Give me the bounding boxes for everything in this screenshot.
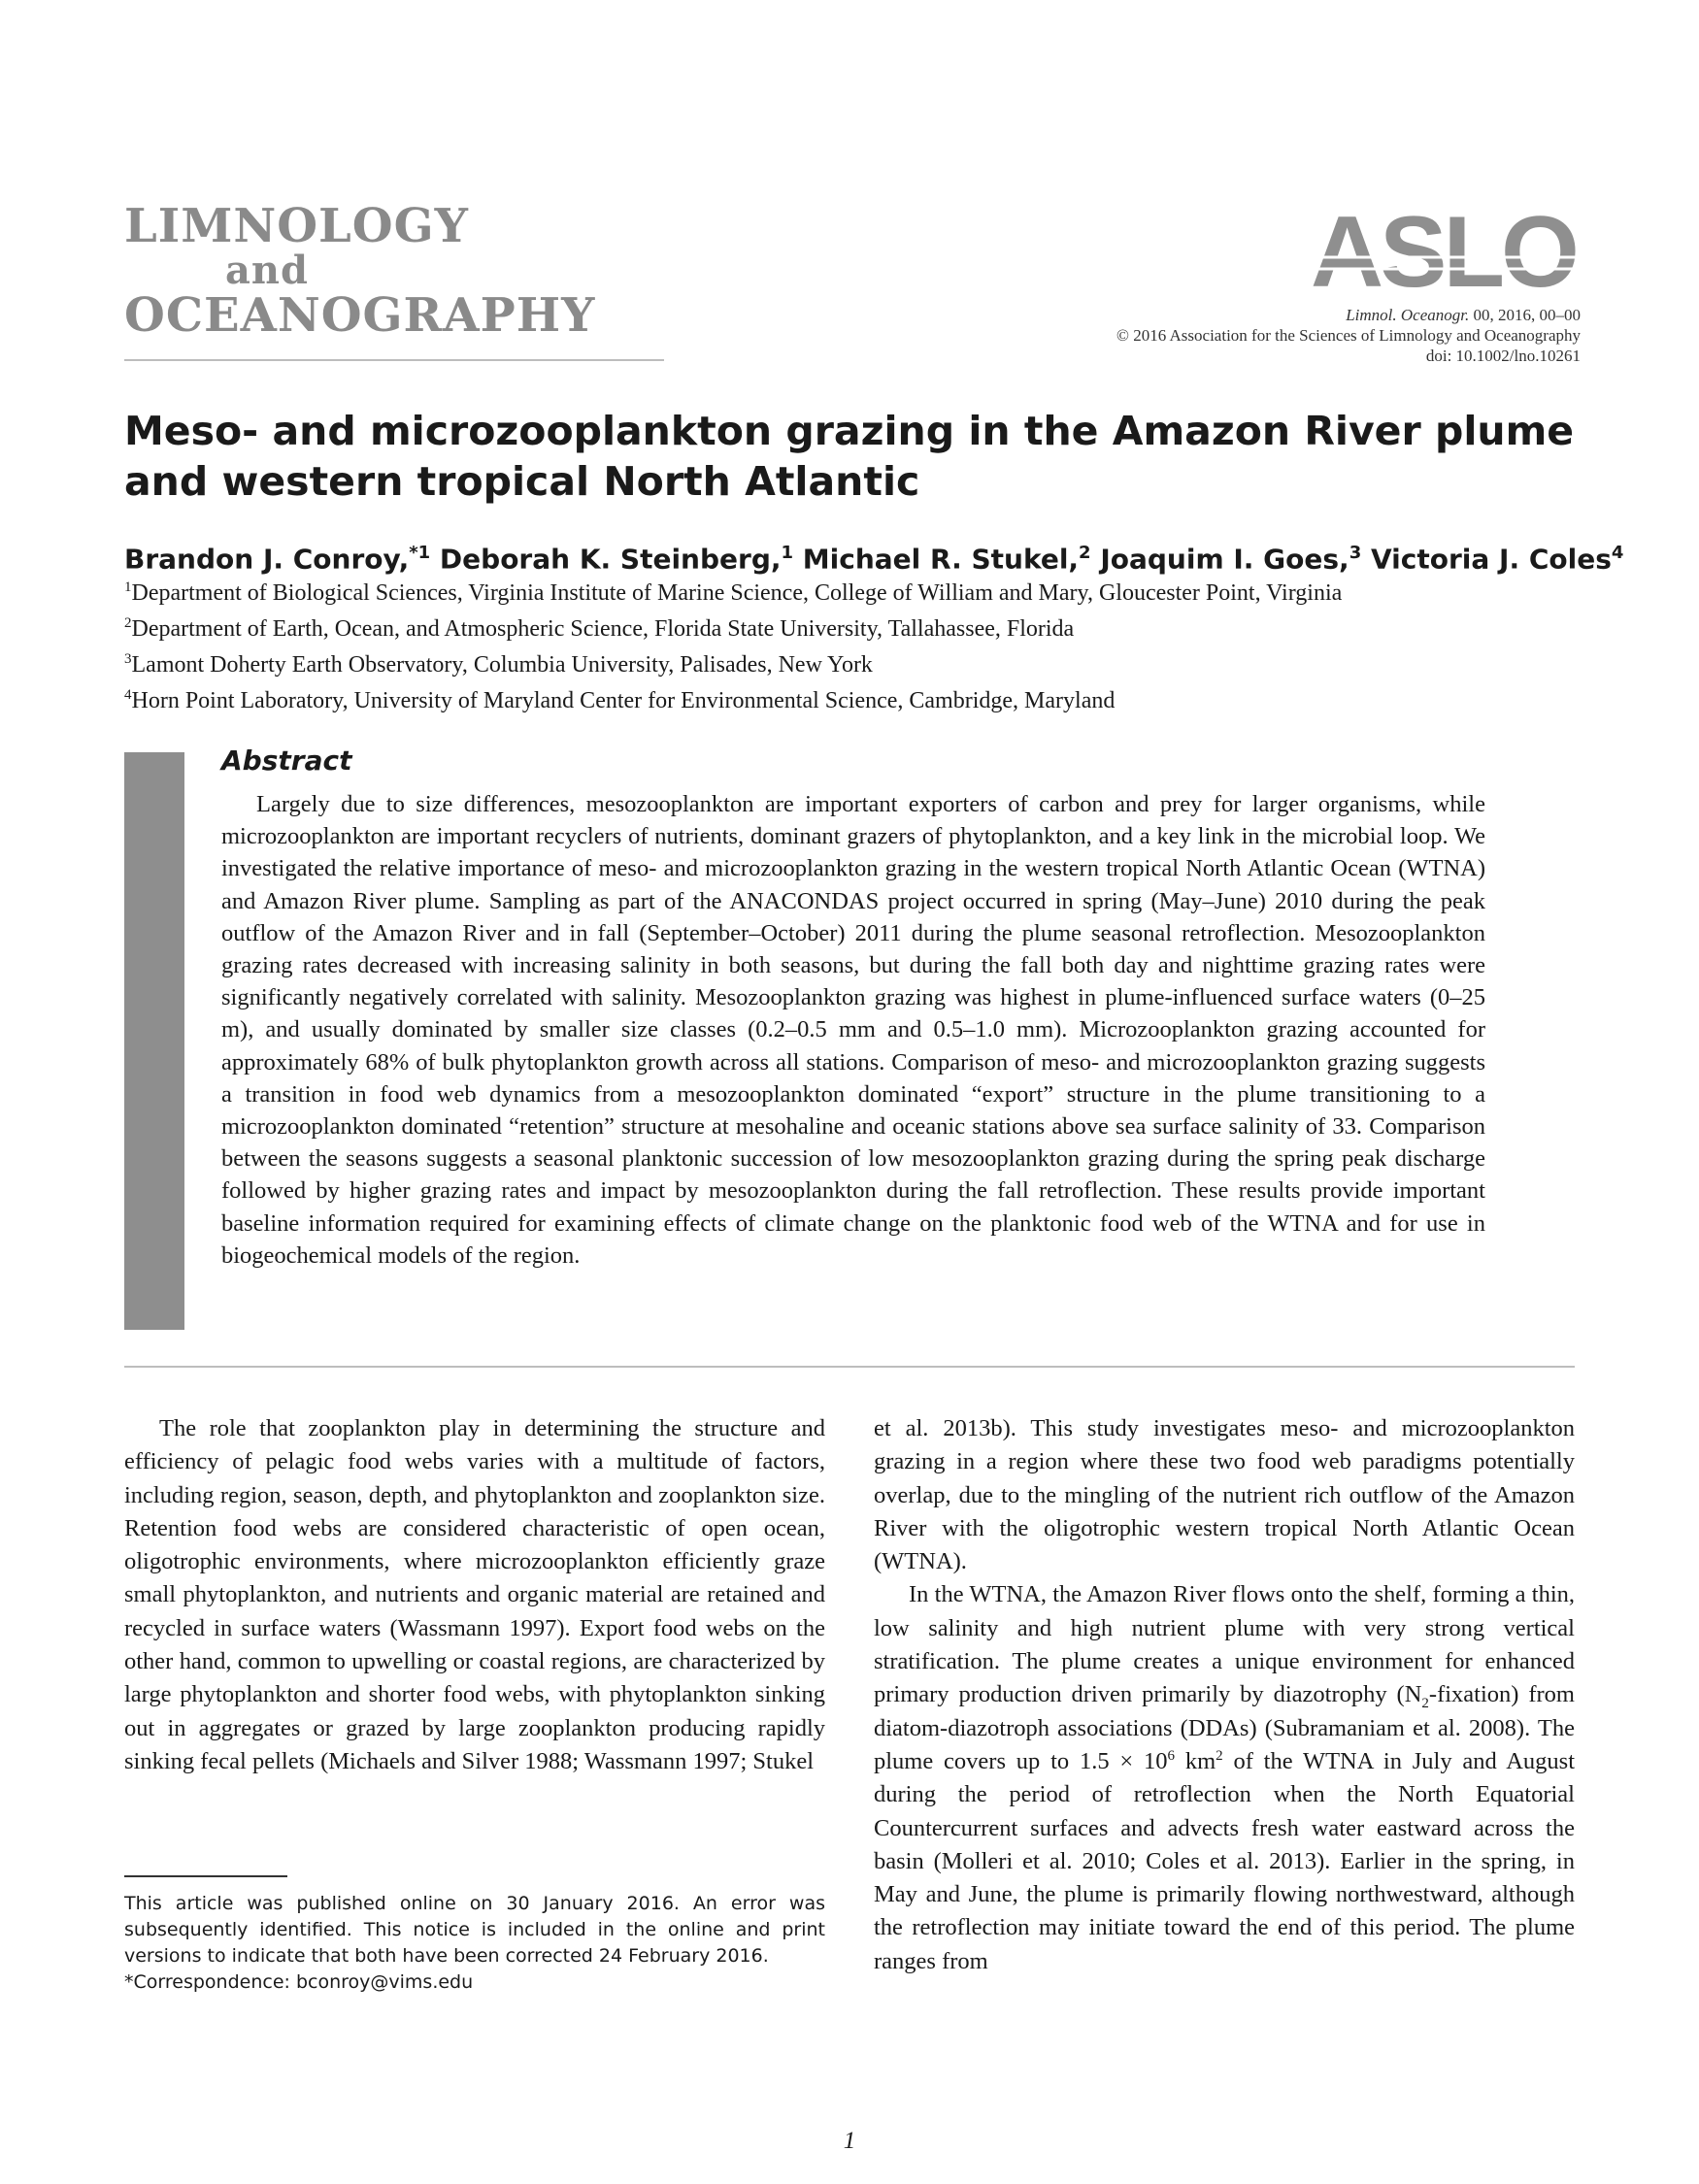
author-name: Victoria J. Coles xyxy=(1370,543,1612,576)
footnotes xyxy=(124,1891,825,1996)
author-name: Michael R. Stukel, xyxy=(802,543,1080,576)
author-name: Deborah K. Steinberg, xyxy=(439,543,782,576)
author-list xyxy=(124,536,1624,577)
footnote-divider xyxy=(124,1875,287,1877)
article-title: Meso- and microzooplankton grazing in the Amazon River plume and western tropical North Atlantic xyxy=(124,408,1575,505)
affiliation-number: 1 xyxy=(124,579,132,595)
superscript: 2 xyxy=(1216,1747,1223,1764)
journal-title xyxy=(124,199,668,343)
body-paragraph: The role that zooplankton play in determining the structure and efficiency of pelagic food webs varies with a multitude of factors, including region, season, depth, and phytoplankton and zooplankton size. Retention food webs are considered characteristic of open ocean, oligotrophic environments, where microzooplankton efficiently graze small phytoplankton, and nutrients and organic material are retained and recycled in surface waters (Wassmann 1997). Export food webs on the other hand, common to upwelling or coastal regions, are characterized by large phytoplankton and shorter food webs, with phytoplankton sinking out in aggregates or grazed by large zooplankton producing rapidly sinking fecal pellets (Michaels and Silver 1988; Wassmann 1997; Stukel xyxy=(124,1415,825,1774)
author-mark: 1 xyxy=(781,543,794,563)
body-paragraph-continuation: et al. 2013b). This study investigates meso- and microzooplankton grazing in a region where these two food web paradigms potentially overlap, due to the mingling of the nutrient rich outflow of the Amazon River with the oligotrophic western tropical North Atlantic Ocean (WTNA). xyxy=(874,1415,1575,1575)
affiliation-item xyxy=(124,680,1619,716)
abstract-sidebar-bar xyxy=(124,752,184,1330)
body-paragraph xyxy=(874,1578,1575,1978)
author-name: Joaquim I. Goes, xyxy=(1100,543,1349,576)
citation-block xyxy=(843,305,1581,366)
affiliation-text: Department of Earth, Ocean, and Atmospheric Science, Florida State University, Tallahassee, Florida xyxy=(131,616,1075,642)
page-number: 1 xyxy=(843,2128,856,2154)
author-mark: 3 xyxy=(1349,543,1362,563)
abstract-divider xyxy=(124,1366,1575,1368)
affiliation-text: Department of Biological Sciences, Virginia Institute of Marine Science, College of William and Mary, Gloucester Point, Virginia xyxy=(131,580,1343,606)
body-text-segment: In the WTNA, the Amazon River flows onto the shelf, forming a thin, low salinity and high nutrient plume with very strong vertical stratification. The plume creates a unique environment for enhanced primary production driven primarily by diazotrophy (N xyxy=(874,1581,1575,1708)
body-text-segment: of the WTNA in July and August during the period of retroflection when the North Equatorial Countercurrent surfaces and advects fresh water eastward across the basin (Molleri et al. 2010; Coles et al. 2013). Earlier in the spring, in May and June, the plume is primarily flowing northwestward, although the retroflection may initiate toward the end of this period. The plume ranges from xyxy=(874,1747,1575,1974)
body-column-right xyxy=(874,1412,1575,1978)
body-text-segment: -fixation) from diatom-diazotroph associations (DDAs) (Subramaniam et al. 2008). The plume covers up to 1.5 × 10 xyxy=(874,1681,1575,1774)
affiliation-item xyxy=(124,645,1619,680)
author-mark: 2 xyxy=(1079,543,1091,563)
citation-line xyxy=(843,305,1581,325)
masthead-divider xyxy=(124,359,664,361)
body-text-segment: km xyxy=(1175,1747,1216,1774)
journal-title-line1: LIMNOLOGY xyxy=(124,199,469,253)
subscript: 2 xyxy=(1421,1696,1429,1712)
affiliation-item xyxy=(124,609,1619,645)
author-name: Brandon J. Conroy, xyxy=(124,543,410,576)
affiliation-number: 4 xyxy=(124,687,132,703)
journal-title-line3: OCEANOGRAPHY xyxy=(124,288,596,343)
affiliation-text: Lamont Doherty Earth Observatory, Columbia University, Palisades, New York xyxy=(131,652,873,678)
affiliation-list xyxy=(124,573,1619,716)
affiliation-number: 2 xyxy=(124,615,132,631)
body-column-left xyxy=(124,1412,825,1778)
abstract-text: Largely due to size differences, mesozooplankton are important exporters of carbon and prey for larger organisms, while microzooplankton are important recyclers of nutrients, dominant grazers of phytoplankton, and a key link in the microbial loop. We investigated the relative importance of meso- and microzooplankton grazing in the western tropical North Atlantic Ocean (WTNA) and Amazon River plume. Sampling as part of the ANACONDAS project occurred in spring (May–June) 2010 during the peak outflow of the Amazon River and in fall (September–October) 2011 during the plume seasonal retroflection. Mesozooplankton grazing rates decreased with increasing salinity in both seasons, but during the fall both day and nighttime grazing rates were significantly negatively correlated with salinity. Mesozooplankton grazing was highest in plume-influenced surface waters (0–25 m), and usually dominated by smaller size classes (0.2–0.5 mm and 0.5–1.0 mm). Microzooplankton grazing accounted for approximately 68% of bulk phytoplankton growth across all stations. Comparison of meso- and microzooplankton grazing suggests a transition in food web dynamics from a mesozooplankton dominated “export” structure in the plume transitioning to a microzooplankton dominated “retention” structure at mesohaline and oceanic stations above sea surface salinity of 33. Comparison between the seasons suggests a seasonal planktonic succession of low mesozooplankton grazing during the spring peak discharge followed by higher grazing rates and impact by mesozooplankton during the fall retroflection. These results provide important baseline information required for examining effects of climate change on the planktonic food web of the WTNA and for use in biogeochemical models of the region. xyxy=(221,791,1485,1269)
doi-line: doi: 10.1002/lno.10261 xyxy=(1425,347,1581,365)
affiliation-text: Horn Point Laboratory, University of Maryland Center for Environmental Science, Cambridge, Maryland xyxy=(131,688,1116,713)
abstract-heading: Abstract xyxy=(221,745,352,777)
aslo-logo xyxy=(1311,199,1588,296)
author-mark: *1 xyxy=(409,543,431,563)
affiliation-number: 3 xyxy=(124,651,132,667)
journal-title-line2: and xyxy=(225,248,309,293)
superscript: 6 xyxy=(1167,1747,1176,1764)
publication-note: This article was published online on 30 January 2016. An error was subsequently identified. This notice is included in the online and print versions to indicate that both have been corrected 24 February 2016. xyxy=(124,1893,825,1967)
correspondence-note: *Correspondence: bconroy@vims.edu xyxy=(124,1971,474,1993)
citation-journal: Limnol. Oceanogr. xyxy=(1346,306,1470,324)
aslo-logo-text: ASLO xyxy=(1311,199,1576,296)
copyright-line: © 2016 Association for the Sciences of Limnology and Oceanography xyxy=(1116,326,1581,345)
author-mark: 4 xyxy=(1611,543,1624,563)
citation-volume: 00, 2016, 00–00 xyxy=(1469,306,1581,324)
affiliation-item xyxy=(124,573,1619,609)
